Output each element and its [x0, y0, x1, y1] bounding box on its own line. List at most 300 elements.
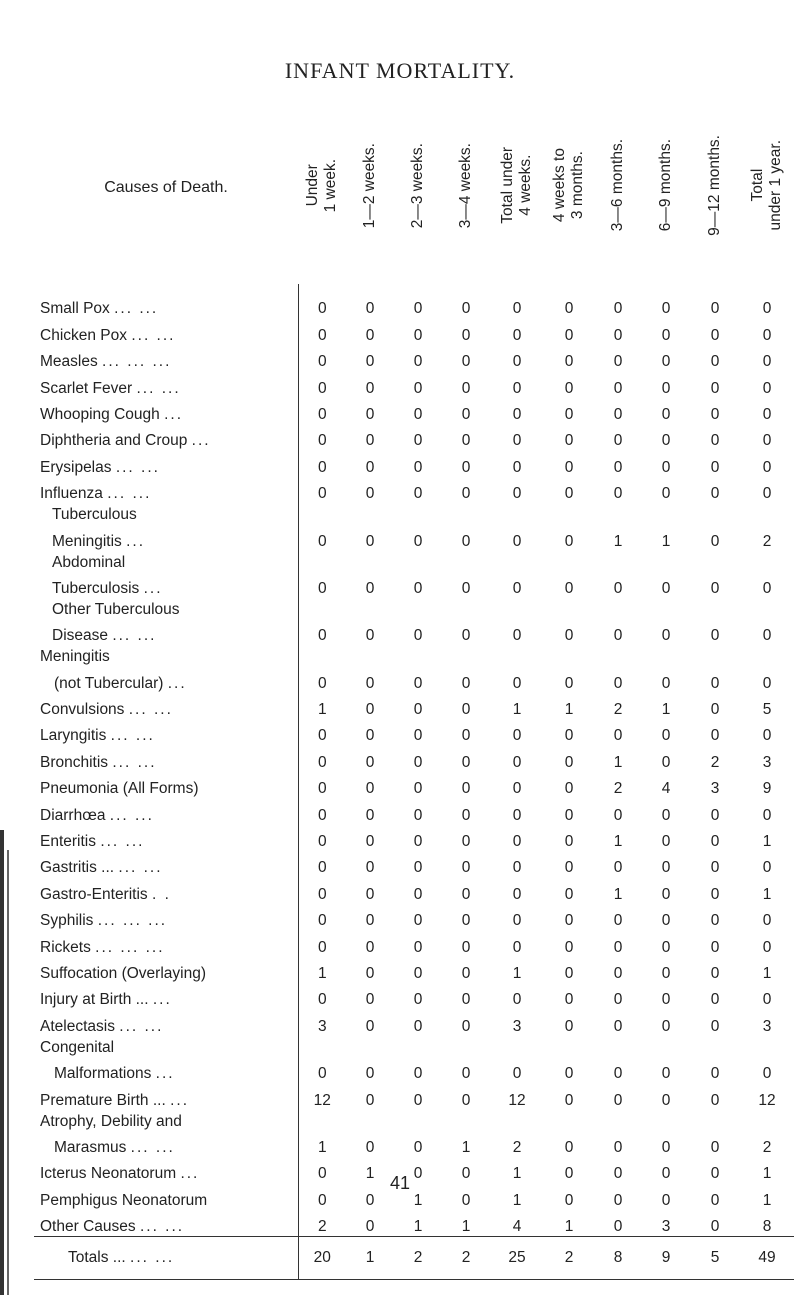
value-cell: 0 [461, 727, 471, 745]
value-cell: 0 [661, 806, 671, 824]
value-cell: 1 [413, 1191, 423, 1209]
value-cell: 0 [762, 912, 772, 930]
table-row-label-line [34, 1036, 794, 1057]
value-cell: 0 [710, 806, 720, 824]
value-cell: 0 [317, 326, 327, 344]
value-cell: 0 [613, 485, 623, 503]
leader-dots: ... [152, 991, 172, 1009]
leader-dots: ... ... [136, 379, 181, 397]
leader-dots: ... ... [100, 833, 145, 851]
cause-label: Marasmus [54, 1138, 127, 1156]
value-cell: 1 [762, 1165, 772, 1183]
value-cell: 0 [661, 833, 671, 851]
value-cell: 0 [661, 627, 671, 645]
page-title: INFANT MORTALITY. [284, 58, 516, 83]
value-cell: 1 [317, 964, 327, 982]
header-label: Total under 4 weeks. [499, 147, 534, 224]
value-cell: 0 [461, 964, 471, 982]
value-cell: 0 [413, 532, 423, 550]
value-cell: 1 [613, 753, 623, 771]
value-cell: 0 [710, 485, 720, 503]
value-cell: 0 [413, 938, 423, 956]
value-cell: 0 [613, 727, 623, 745]
value-cell: 0 [413, 885, 423, 903]
value-cell: 1 [762, 885, 772, 903]
header-label: 1—2 weeks. [361, 142, 378, 229]
cause-label: Meningitis [52, 532, 122, 550]
header-col [642, 92, 690, 284]
leader-dots: ... ... ... [97, 912, 168, 930]
cause-label: Rickets [40, 938, 91, 956]
header-col [544, 92, 594, 284]
value-cell: 0 [317, 1065, 327, 1083]
value-cell: 0 [461, 885, 471, 903]
value-cell: 0 [613, 627, 623, 645]
table-row [34, 745, 794, 771]
value-cell: 0 [710, 379, 720, 397]
value-cell: 0 [413, 458, 423, 476]
table-row [34, 693, 794, 719]
leader-dots: . . [151, 885, 171, 903]
value-cell: 0 [762, 674, 772, 692]
value-cell: 0 [413, 579, 423, 597]
header-label: 2—3 weeks. [409, 142, 426, 229]
value-cell: 0 [710, 912, 720, 930]
cause-cell [34, 877, 298, 903]
value-cell: 0 [461, 458, 471, 476]
value-cell: 0 [564, 938, 574, 956]
value-cell: 0 [613, 1165, 623, 1183]
value-cell: 0 [317, 938, 327, 956]
value-cell: 0 [365, 780, 375, 798]
header-label: 3—4 weeks. [457, 142, 474, 229]
cause-cell [34, 825, 298, 851]
value-cell: 0 [613, 806, 623, 824]
value-cell: 0 [461, 701, 471, 719]
totals-value-cell: 25 [490, 1237, 544, 1280]
value-cell: 0 [564, 833, 574, 851]
value-cell: 0 [365, 627, 375, 645]
cause-label-line1: Atrophy, Debility and [34, 1110, 298, 1131]
cause-label-line1: Tuberculous [34, 503, 298, 524]
totals-value-cell: 2 [442, 1237, 490, 1280]
value-cell: 0 [413, 1165, 423, 1183]
cause-label: Icterus Neonatorum [40, 1165, 177, 1183]
cause-label: Gastritis ... [40, 859, 115, 877]
value-cell: 0 [317, 579, 327, 597]
value-cell: 0 [762, 806, 772, 824]
value-cell: 0 [710, 1091, 720, 1109]
table-row [34, 904, 794, 930]
value-cell: 0 [613, 859, 623, 877]
value-cell: 0 [365, 1065, 375, 1083]
table-row [34, 798, 794, 824]
header-label: Under 1 week. [304, 158, 339, 213]
value-cell: 0 [365, 579, 375, 597]
leader-dots: ... [180, 1165, 200, 1183]
value-cell: 0 [512, 485, 522, 503]
value-cell: 0 [512, 833, 522, 851]
header-col [346, 92, 394, 284]
value-cell: 0 [413, 780, 423, 798]
value-cell: 0 [317, 991, 327, 1009]
leader-dots: ... [155, 1065, 175, 1083]
value-cell: 0 [365, 1191, 375, 1209]
value-cell: 0 [413, 674, 423, 692]
value-cell: 0 [512, 353, 522, 371]
header-causes: Causes of Death. [104, 179, 228, 196]
value-cell: 0 [710, 1065, 720, 1083]
value-cell: 0 [365, 885, 375, 903]
value-cell: 0 [762, 405, 772, 423]
value-cell: 0 [613, 1065, 623, 1083]
value-cell: 0 [661, 859, 671, 877]
cause-cell [34, 1083, 298, 1109]
cause-cell [34, 1057, 298, 1083]
value-cell: 0 [661, 1017, 671, 1035]
value-cell: 0 [365, 532, 375, 550]
header-col [740, 92, 794, 284]
value-cell: 0 [413, 627, 423, 645]
header-label: Total under 1 year. [749, 140, 784, 231]
value-cell: 0 [365, 485, 375, 503]
totals-value-cell: 8 [594, 1237, 642, 1280]
value-cell: 0 [564, 991, 574, 1009]
value-cell: 3 [661, 1218, 671, 1236]
value-cell: 0 [512, 780, 522, 798]
cause-cell [34, 477, 298, 503]
cause-label: Injury at Birth ... [40, 991, 149, 1009]
header-label: 6—9 months. [657, 139, 674, 232]
value-cell: 0 [317, 806, 327, 824]
leader-dots: ... ... ... [95, 938, 165, 956]
value-cell: 0 [512, 627, 522, 645]
value-cell: 0 [461, 300, 471, 318]
value-cell: 0 [365, 353, 375, 371]
value-cell: 0 [564, 326, 574, 344]
cause-label: Pneumonia (All Forms) [40, 780, 199, 798]
value-cell: 0 [317, 1191, 327, 1209]
value-cell: 0 [461, 674, 471, 692]
cause-label: Enteritis [40, 833, 96, 851]
value-cell: 0 [413, 912, 423, 930]
value-cell: 0 [661, 674, 671, 692]
header-label: 9—12 months. [706, 135, 723, 236]
table-row [34, 318, 794, 344]
totals-label: Totals ... [68, 1249, 126, 1267]
value-cell: 0 [661, 1065, 671, 1083]
value-cell: 1 [661, 532, 671, 550]
table-row [34, 371, 794, 397]
value-cell: 1 [613, 532, 623, 550]
value-cell: 0 [365, 938, 375, 956]
value-cell: 12 [313, 1091, 331, 1109]
value-cell: 0 [661, 753, 671, 771]
cause-cell [34, 719, 298, 745]
value-cell: 0 [710, 405, 720, 423]
value-cell: 0 [564, 1017, 574, 1035]
cause-label: Measles [40, 353, 98, 371]
value-cell: 0 [365, 458, 375, 476]
leader-dots: ... ... [130, 1138, 175, 1156]
cause-label-line1: Congenital [34, 1036, 298, 1057]
value-cell: 2 [317, 1218, 327, 1236]
value-cell: 1 [564, 1218, 574, 1236]
value-cell: 0 [710, 353, 720, 371]
value-cell: 0 [613, 938, 623, 956]
value-cell: 0 [564, 627, 574, 645]
value-cell: 0 [317, 780, 327, 798]
value-cell: 0 [661, 485, 671, 503]
value-cell: 0 [613, 1138, 623, 1156]
value-cell: 0 [461, 859, 471, 877]
header-col [690, 92, 740, 284]
value-cell: 0 [762, 432, 772, 450]
cause-cell [34, 292, 298, 318]
value-cell: 0 [564, 485, 574, 503]
value-cell: 0 [413, 806, 423, 824]
leader-dots: ... [126, 532, 146, 550]
value-cell: 0 [413, 964, 423, 982]
cause-cell [34, 619, 298, 645]
table-row-label-line [34, 598, 794, 619]
value-cell: 0 [564, 885, 574, 903]
value-cell: 0 [661, 1091, 671, 1109]
table-row [34, 572, 794, 598]
value-cell: 2 [512, 1138, 522, 1156]
value-cell: 0 [365, 701, 375, 719]
value-cell: 0 [710, 627, 720, 645]
value-cell: 0 [512, 300, 522, 318]
value-cell: 0 [413, 753, 423, 771]
value-cell: 0 [762, 458, 772, 476]
cause-label: Erysipelas [40, 458, 112, 476]
table-row [34, 666, 794, 692]
value-cell: 0 [365, 1218, 375, 1236]
totals-value-cell: 1 [346, 1237, 394, 1280]
value-cell: 0 [710, 885, 720, 903]
value-cell: 0 [461, 432, 471, 450]
value-cell: 0 [413, 1091, 423, 1109]
value-cell: 0 [512, 753, 522, 771]
value-cell: 0 [413, 1138, 423, 1156]
value-cell: 0 [413, 432, 423, 450]
value-cell: 0 [661, 405, 671, 423]
value-cell: 0 [564, 532, 574, 550]
leader-dots: ... [167, 674, 187, 692]
value-cell: 9 [762, 780, 772, 798]
value-cell: 0 [461, 912, 471, 930]
value-cell: 0 [512, 885, 522, 903]
value-cell: 0 [413, 405, 423, 423]
value-cell: 0 [762, 353, 772, 371]
cause-cell [34, 424, 298, 450]
value-cell: 0 [317, 485, 327, 503]
cause-cell [34, 1210, 298, 1237]
value-cell: 0 [461, 1165, 471, 1183]
value-cell: 0 [661, 991, 671, 1009]
value-cell: 0 [317, 432, 327, 450]
value-cell: 0 [461, 485, 471, 503]
value-cell: 1 [461, 1218, 471, 1236]
table-row [34, 1057, 794, 1083]
value-cell: 2 [762, 1138, 772, 1156]
leader-dots: ... ... [119, 1017, 164, 1035]
value-cell: 0 [365, 674, 375, 692]
value-cell: 0 [413, 727, 423, 745]
value-cell: 2 [613, 701, 623, 719]
cause-label: Influenza [40, 485, 103, 503]
value-cell: 0 [710, 1017, 720, 1035]
value-cell: 0 [564, 1091, 574, 1109]
cause-label: Diphtheria and Croup [40, 432, 188, 450]
value-cell: 0 [461, 833, 471, 851]
value-cell: 0 [613, 579, 623, 597]
value-cell: 0 [613, 912, 623, 930]
cause-label: Tuberculosis [52, 579, 140, 597]
page-number: 41 [389, 1173, 411, 1193]
value-cell: 0 [512, 405, 522, 423]
table-row [34, 772, 794, 798]
leader-dots: ... ... [112, 753, 157, 771]
cause-label: Whooping Cough [40, 405, 160, 423]
value-cell: 0 [413, 1017, 423, 1035]
leader-dots: ... ... [110, 727, 155, 745]
cause-cell [34, 398, 298, 424]
value-cell: 0 [317, 627, 327, 645]
table-row-label-line [34, 551, 794, 572]
cause-label: Small Pox [40, 300, 110, 318]
value-cell: 0 [317, 405, 327, 423]
table-row [34, 930, 794, 956]
leader-dots: ... [143, 579, 163, 597]
value-cell: 0 [413, 1065, 423, 1083]
value-cell: 3 [762, 1017, 772, 1035]
value-cell: 0 [365, 964, 375, 982]
value-cell: 1 [317, 701, 327, 719]
value-cell: 0 [461, 405, 471, 423]
value-cell: 0 [661, 579, 671, 597]
table-row [34, 719, 794, 745]
value-cell: 0 [461, 753, 471, 771]
value-cell: 0 [365, 753, 375, 771]
value-cell: 1 [512, 1191, 522, 1209]
cause-cell [34, 572, 298, 598]
leader-dots: ... ... [114, 300, 159, 318]
cause-label: Syphilis [40, 912, 94, 930]
value-cell: 0 [365, 833, 375, 851]
value-cell: 0 [317, 753, 327, 771]
value-cell: 0 [512, 806, 522, 824]
value-cell: 0 [461, 1191, 471, 1209]
value-cell: 0 [413, 991, 423, 1009]
value-cell: 0 [317, 674, 327, 692]
value-cell: 1 [613, 833, 623, 851]
value-cell: 0 [512, 938, 522, 956]
page-edge-line [7, 850, 9, 1295]
table-row-label-line [34, 1110, 794, 1131]
value-cell: 0 [512, 326, 522, 344]
value-cell: 0 [710, 938, 720, 956]
value-cell: 0 [365, 1091, 375, 1109]
cause-label: Scarlet Fever [40, 379, 133, 397]
value-cell: 1 [613, 885, 623, 903]
value-cell: 0 [564, 405, 574, 423]
value-cell: 0 [613, 405, 623, 423]
cause-label-line1: Meningitis [34, 645, 298, 666]
value-cell: 0 [461, 627, 471, 645]
value-cell: 0 [613, 964, 623, 982]
table-row [34, 1083, 794, 1109]
value-cell: 1 [461, 1138, 471, 1156]
value-cell: 0 [710, 859, 720, 877]
value-cell: 0 [461, 579, 471, 597]
leader-dots: ... ... [128, 701, 173, 719]
value-cell: 0 [365, 859, 375, 877]
value-cell: 0 [461, 1065, 471, 1083]
value-cell: 0 [564, 1065, 574, 1083]
value-cell: 0 [762, 485, 772, 503]
leader-dots: ... [164, 405, 184, 423]
value-cell: 0 [365, 300, 375, 318]
cause-label: Gastro-Enteritis [40, 885, 148, 903]
value-cell: 0 [461, 1091, 471, 1109]
value-cell: 0 [317, 912, 327, 930]
value-cell: 0 [413, 859, 423, 877]
value-cell: 1 [512, 964, 522, 982]
cause-cell [34, 1131, 298, 1157]
cause-label: Pemphigus Neonatorum [40, 1191, 208, 1209]
value-cell: 0 [613, 300, 623, 318]
value-cell: 0 [762, 938, 772, 956]
value-cell: 0 [661, 912, 671, 930]
value-cell: 5 [762, 701, 772, 719]
value-cell: 0 [710, 300, 720, 318]
value-cell: 0 [762, 579, 772, 597]
value-cell: 0 [710, 579, 720, 597]
cause-cell [34, 983, 298, 1009]
cause-label: Bronchitis [40, 753, 109, 771]
leader-dots: ... [170, 1091, 189, 1109]
cause-cell [34, 772, 298, 798]
header-label: 4 weeks to 3 months. [551, 148, 586, 223]
totals-value-cell: 20 [298, 1237, 346, 1280]
leader-dots: ... ... [115, 458, 160, 476]
value-cell: 0 [317, 353, 327, 371]
value-cell: 0 [661, 1191, 671, 1209]
cause-cell [34, 371, 298, 397]
cause-label-line1: Other Tuberculous [34, 598, 298, 619]
value-cell: 1 [762, 1191, 772, 1209]
cause-cell [34, 318, 298, 344]
value-cell: 0 [564, 674, 574, 692]
value-cell: 1 [413, 1218, 423, 1236]
value-cell: 0 [317, 727, 327, 745]
value-cell: 0 [512, 991, 522, 1009]
value-cell: 3 [512, 1017, 522, 1035]
value-cell: 0 [564, 912, 574, 930]
value-cell: 0 [461, 326, 471, 344]
value-cell: 0 [661, 727, 671, 745]
value-cell: 0 [365, 991, 375, 1009]
cause-label: Suffocation (Overlaying) [40, 964, 206, 982]
value-cell: 0 [710, 727, 720, 745]
header-col [442, 92, 490, 284]
value-cell: 0 [613, 353, 623, 371]
value-cell: 0 [613, 991, 623, 1009]
value-cell: 0 [762, 300, 772, 318]
value-cell: 0 [461, 1017, 471, 1035]
